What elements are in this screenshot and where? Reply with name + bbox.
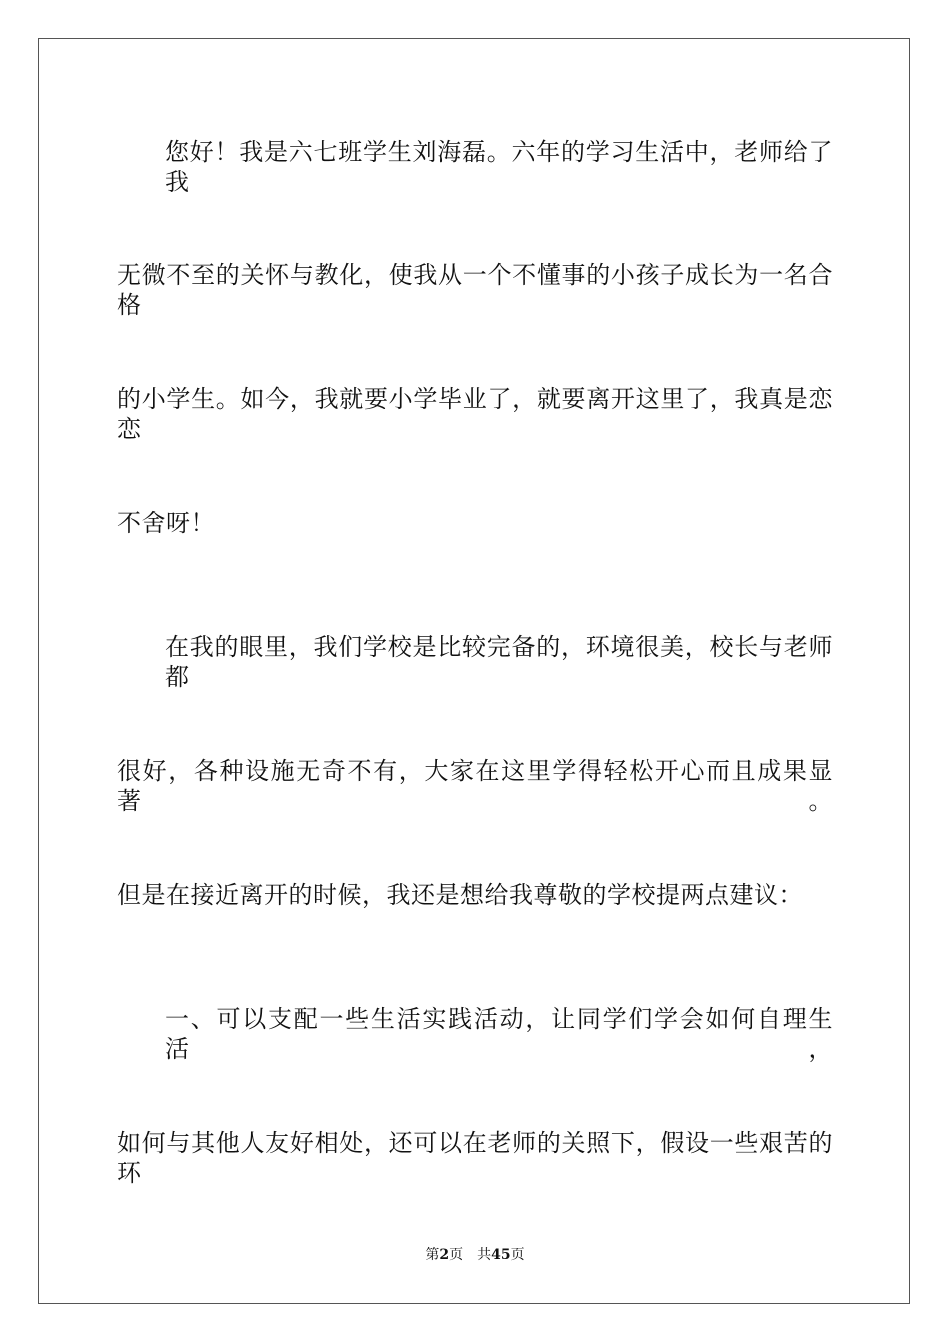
total-suffix: 页: [510, 1247, 525, 1263]
page-suffix: 页: [449, 1247, 464, 1263]
total-prefix: 共: [477, 1247, 492, 1263]
paragraph-line-7: 但是在接近离开的时候，我还是想给我尊敬的学校提两点建议：: [117, 881, 803, 909]
page-footer: [0, 1246, 950, 1264]
paragraph-line-4: 不舍呀！: [117, 509, 215, 537]
paragraph-line-6: 很好，各种设施无奇不有，大家在这里学得轻松开心而且成果显著。: [117, 757, 833, 815]
page-number: 2: [439, 1247, 450, 1263]
total-pages: 45: [491, 1247, 511, 1263]
paragraph-line-5: 在我的眼里，我们学校是比较完备的，环境很美，校长与老师都: [165, 633, 833, 691]
paragraph-line-8: 一、可以支配一些生活实践活动，让同学们学会如何自理生活，: [165, 1005, 833, 1063]
paragraph-line-3: 的小学生。如今，我就要小学毕业了，就要离开这里了，我真是恋恋: [117, 385, 833, 443]
page-prefix: 第: [425, 1247, 440, 1263]
paragraph-line-2: 无微不至的关怀与教化，使我从一个不懂事的小孩子成长为一名合格: [117, 261, 833, 319]
paragraph-line-9: 如何与其他人友好相处，还可以在老师的关照下，假设一些艰苦的环: [117, 1129, 833, 1187]
paragraph-line-1: 您好！我是六七班学生刘海磊。六年的学习生活中，老师给了我: [165, 138, 833, 196]
